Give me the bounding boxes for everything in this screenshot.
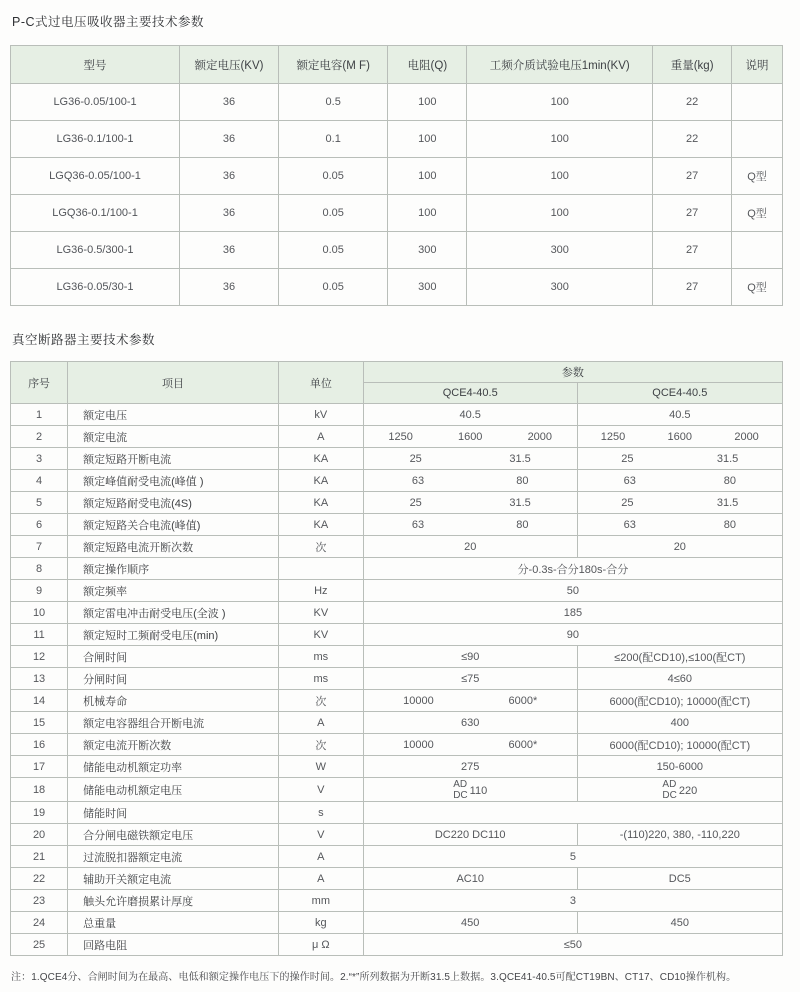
unit-cell: V [278, 778, 363, 802]
row-number-cell: 3 [11, 448, 68, 470]
param-span-cell: 50 [363, 580, 782, 602]
item-cell: 额定短路开断电流 [68, 448, 279, 470]
param-value: 25 [409, 452, 422, 465]
param-value: 63 [411, 474, 425, 487]
unit-cell: 次 [278, 734, 363, 756]
param-span-cell: ≤50 [363, 934, 782, 956]
vacuum-breaker-table [10, 361, 783, 956]
unit-cell: A [278, 712, 363, 734]
remark-cell: Q型 [732, 269, 783, 306]
table2-header-row-1 [11, 362, 783, 383]
item-cell: 额定短时工频耐受电压(min) [68, 624, 279, 646]
ad-dc-stack [662, 780, 676, 801]
table1-row [11, 232, 783, 269]
row-number-cell: 9 [11, 580, 68, 602]
param-span-cell: 90 [363, 624, 782, 646]
row-number-cell: 25 [11, 934, 68, 956]
param-cell: ≤200(配CD10),≤100(配CT) [577, 646, 782, 668]
item-cell: 总重量 [68, 912, 279, 934]
value-cell: 0.05 [278, 195, 388, 232]
table1-title: P-C式过电压吸收器主要技术参数 [12, 15, 205, 29]
param-span-cell: 3 [363, 890, 782, 912]
unit-cell: A [278, 868, 363, 890]
unit-cell: s [278, 802, 363, 824]
param-value: 25 [409, 496, 422, 509]
item-cell: 额定短路耐受电流(4S) [68, 492, 279, 514]
param-value: 25 [621, 452, 634, 465]
table2-row [11, 514, 783, 536]
footnote: 注：1.QCE4分、合闸时间为在最高、电低和额定操作电压下的操作时间。2.“*”所列数据为开断31.5上数据。3.QCE41-40.5可配CT19BN、CT17、CD10操作机构。 [11, 972, 737, 983]
param-cell: AC10 [363, 868, 577, 890]
item-cell: 额定峰值耐受电流(峰值 ) [68, 470, 279, 492]
param-value: 25 [621, 496, 634, 509]
unit-cell: KA [278, 492, 363, 514]
row-number-cell: 4 [11, 470, 68, 492]
table2-row [11, 756, 783, 778]
param-cell [363, 690, 577, 712]
item-cell: 合分闸电磁铁额定电压 [68, 824, 279, 846]
value-cell: 22 [653, 84, 732, 121]
value-cell: 300 [388, 269, 467, 306]
table2-row [11, 668, 783, 690]
value-cell: 300 [467, 269, 653, 306]
table2-row [11, 824, 783, 846]
table1-row [11, 84, 783, 121]
value-cell: 100 [388, 195, 467, 232]
value-cell: 100 [388, 121, 467, 158]
unit-cell: 次 [278, 536, 363, 558]
param-value: 6000* [508, 694, 538, 707]
table2-row [11, 734, 783, 756]
value-cell: 300 [467, 232, 653, 269]
row-number-cell: 11 [11, 624, 68, 646]
row-number-cell: 19 [11, 802, 68, 824]
row-number-cell: 13 [11, 668, 68, 690]
item-cell: 辅助开关额定电流 [68, 868, 279, 890]
param-cell: 6000(配CD10); 10000(配CT) [577, 690, 782, 712]
param-value: 63 [623, 474, 636, 487]
table1-header-row [11, 46, 783, 84]
param-span-cell: 185 [363, 602, 782, 624]
model-cell: LGQ36-0.05/100-1 [11, 158, 180, 195]
table2-col-header-param: 参数 [363, 362, 782, 383]
param-value: 1600 [667, 430, 693, 443]
param-value: 2000 [527, 430, 553, 443]
table1-col-header: 电阻(Q) [388, 46, 467, 84]
param-cell: 40.5 [577, 404, 782, 426]
param-cell: 630 [363, 712, 577, 734]
param-value: 80 [516, 518, 529, 531]
table2-title: 真空断路器主要技术参数 [12, 333, 156, 347]
row-number-cell: 10 [11, 602, 68, 624]
table2-col-header-no: 序号 [11, 362, 68, 404]
table2-row [11, 470, 783, 492]
item-cell: 额定短路关合电流(峰值) [68, 514, 279, 536]
remark-cell [732, 84, 783, 121]
item-cell: 额定短路电流开断次数 [68, 536, 279, 558]
param-value: 1250 [600, 430, 626, 443]
table2-row [11, 602, 783, 624]
table2-row [11, 934, 783, 956]
unit-cell: KA [278, 448, 363, 470]
item-cell: 额定操作顺序 [68, 558, 279, 580]
table2-row [11, 712, 783, 734]
param-cell [577, 426, 782, 448]
param-values [366, 431, 575, 443]
table2-row [11, 448, 783, 470]
table2-row [11, 646, 783, 668]
param-cell: 20 [363, 536, 577, 558]
table2-subcol-header: QCE4-40.5 [363, 383, 577, 404]
row-number-cell: 24 [11, 912, 68, 934]
value-cell: 0.5 [278, 84, 388, 121]
remark-cell: Q型 [732, 195, 783, 232]
param-values [366, 453, 575, 465]
table2-row [11, 558, 783, 580]
ad-dc-line: DC [662, 789, 677, 801]
row-number-cell: 23 [11, 890, 68, 912]
remark-cell [732, 232, 783, 269]
model-cell: LG36-0.5/300-1 [11, 232, 180, 269]
unit-cell: kV [278, 404, 363, 426]
param-cell: ≤90 [363, 646, 577, 668]
param-cell: DC5 [577, 868, 782, 890]
row-number-cell: 15 [11, 712, 68, 734]
param-cell [577, 778, 782, 802]
table2-row [11, 868, 783, 890]
table2-subcol-header: QCE4-40.5 [577, 383, 782, 404]
param-span-cell [363, 802, 782, 824]
table2-row [11, 690, 783, 712]
model-cell: LGQ36-0.1/100-1 [11, 195, 180, 232]
ad-dc-value [662, 780, 697, 801]
param-value: 31.5 [716, 496, 739, 509]
row-number-cell: 12 [11, 646, 68, 668]
table1-row [11, 269, 783, 306]
param-cell: 4≤60 [577, 668, 782, 690]
param-value: 63 [411, 518, 425, 531]
value-cell: 0.05 [278, 269, 388, 306]
param-value: 63 [623, 518, 636, 531]
row-number-cell: 14 [11, 690, 68, 712]
table1-col-header: 说明 [732, 46, 783, 84]
param-value: 2000 [734, 430, 759, 443]
param-value: 31.5 [509, 452, 531, 465]
remark-cell: Q型 [732, 158, 783, 195]
unit-cell: kg [278, 912, 363, 934]
value-cell: 0.05 [278, 158, 388, 195]
param-values [580, 519, 780, 531]
value-cell: 36 [180, 158, 279, 195]
table1-col-header: 额定电压(KV) [180, 46, 279, 84]
pc-absorber-table [10, 45, 783, 306]
param-value: 31.5 [716, 452, 739, 465]
model-cell: LG36-0.05/100-1 [11, 84, 180, 121]
value-cell: 36 [180, 121, 279, 158]
param-values [366, 739, 575, 751]
value-cell: 27 [653, 269, 732, 306]
param-value: 80 [516, 474, 529, 487]
table1-body [11, 84, 783, 306]
row-number-cell: 1 [11, 404, 68, 426]
param-value: 6000* [508, 738, 538, 751]
param-value: 80 [723, 474, 737, 487]
param-values [580, 475, 780, 487]
item-cell: 过流脱扣器额定电流 [68, 846, 279, 868]
param-cell: 450 [577, 912, 782, 934]
row-number-cell: 21 [11, 846, 68, 868]
table1-header [11, 46, 783, 84]
row-number-cell: 5 [11, 492, 68, 514]
table2-row [11, 404, 783, 426]
ad-dc-line: DC [453, 789, 468, 801]
item-cell: 额定电容器组合开断电流 [68, 712, 279, 734]
row-number-cell: 17 [11, 756, 68, 778]
ad-dc-line: AD [662, 779, 677, 790]
param-values [366, 695, 575, 707]
table2-row [11, 426, 783, 448]
table1-col-header: 重量(kg) [653, 46, 732, 84]
table1-col-header: 额定电容(M F) [278, 46, 388, 84]
unit-cell: mm [278, 890, 363, 912]
item-cell: 储能电动机额定电压 [68, 778, 279, 802]
value-cell: 100 [467, 121, 653, 158]
item-cell: 触头允许磨损累计厚度 [68, 890, 279, 912]
value-cell: 27 [653, 232, 732, 269]
param-value: 80 [723, 518, 737, 531]
unit-cell: A [278, 426, 363, 448]
item-cell: 储能电动机额定功率 [68, 756, 279, 778]
unit-cell: KV [278, 624, 363, 646]
param-cell: 6000(配CD10); 10000(配CT) [577, 734, 782, 756]
row-number-cell: 18 [11, 778, 68, 802]
param-cell: 150-6000 [577, 756, 782, 778]
param-values [580, 497, 780, 509]
unit-cell: W [278, 756, 363, 778]
table1-row [11, 195, 783, 232]
unit-cell: ms [278, 668, 363, 690]
value-cell: 100 [467, 195, 653, 232]
item-cell: 额定频率 [68, 580, 279, 602]
unit-cell: ms [278, 646, 363, 668]
unit-cell: A [278, 846, 363, 868]
param-cell [577, 448, 782, 470]
table2-row [11, 536, 783, 558]
param-cell [363, 492, 577, 514]
value-cell: 27 [653, 195, 732, 232]
ad-dc-value [453, 780, 487, 801]
table2-row [11, 624, 783, 646]
item-cell: 额定电流 [68, 426, 279, 448]
value-cell: 27 [653, 158, 732, 195]
item-cell: 机械寿命 [68, 690, 279, 712]
item-cell: 额定雷电冲击耐受电压(全波 ) [68, 602, 279, 624]
unit-cell: V [278, 824, 363, 846]
unit-cell: KA [278, 514, 363, 536]
param-values [366, 475, 575, 487]
param-cell [363, 426, 577, 448]
value-cell: 0.05 [278, 232, 388, 269]
param-values [580, 431, 780, 443]
item-cell: 合闸时间 [68, 646, 279, 668]
param-cell [577, 492, 782, 514]
row-number-cell: 6 [11, 514, 68, 536]
param-values [366, 497, 575, 509]
value-cell: 36 [180, 84, 279, 121]
item-cell: 额定电流开断次数 [68, 734, 279, 756]
item-cell: 储能时间 [68, 802, 279, 824]
value-cell: 36 [180, 195, 279, 232]
table2-row [11, 802, 783, 824]
table1-row [11, 121, 783, 158]
item-cell: 分闸时间 [68, 668, 279, 690]
unit-cell: KV [278, 602, 363, 624]
unit-cell: 次 [278, 690, 363, 712]
param-cell: 275 [363, 756, 577, 778]
unit-cell [278, 558, 363, 580]
ad-dc-number: 220 [678, 784, 698, 797]
param-cell [363, 448, 577, 470]
table2-col-header-item: 项目 [68, 362, 279, 404]
unit-cell: μ Ω [278, 934, 363, 956]
param-cell [363, 778, 577, 802]
param-cell [577, 514, 782, 536]
value-cell: 100 [467, 158, 653, 195]
param-span-cell: 分-0.3s-合分180s-合分 [363, 558, 782, 580]
table2-col-header-unit: 单位 [278, 362, 363, 404]
param-cell: ≤75 [363, 668, 577, 690]
value-cell: 300 [388, 232, 467, 269]
table2-row [11, 492, 783, 514]
value-cell: 36 [180, 232, 279, 269]
table2-row [11, 912, 783, 934]
row-number-cell: 16 [11, 734, 68, 756]
value-cell: 100 [467, 84, 653, 121]
table2-body [11, 404, 783, 956]
param-cell: DC220 DC110 [363, 824, 577, 846]
param-values [580, 453, 780, 465]
param-cell [363, 470, 577, 492]
table2-row [11, 778, 783, 802]
row-number-cell: 20 [11, 824, 68, 846]
table2-row [11, 890, 783, 912]
param-value: 10000 [403, 738, 434, 751]
param-cell [363, 514, 577, 536]
ad-dc-number: 110 [469, 784, 488, 797]
param-value: 1600 [457, 430, 483, 443]
param-cell: 20 [577, 536, 782, 558]
unit-cell: Hz [278, 580, 363, 602]
table1-col-header: 工频介质试验电压1min(KV) [467, 46, 653, 84]
ad-dc-stack [453, 780, 467, 801]
param-cell: 450 [363, 912, 577, 934]
param-cell: -(110)220, 380, -110,220 [577, 824, 782, 846]
value-cell: 36 [180, 269, 279, 306]
model-cell: LG36-0.05/30-1 [11, 269, 180, 306]
remark-cell [732, 121, 783, 158]
param-cell [363, 734, 577, 756]
param-span-cell: 5 [363, 846, 782, 868]
table2-row [11, 846, 783, 868]
row-number-cell: 2 [11, 426, 68, 448]
row-number-cell: 22 [11, 868, 68, 890]
value-cell: 100 [388, 158, 467, 195]
param-cell: 40.5 [363, 404, 577, 426]
value-cell: 0.1 [278, 121, 388, 158]
param-cell [577, 470, 782, 492]
param-value: 10000 [403, 694, 434, 707]
row-number-cell: 8 [11, 558, 68, 580]
table1-row [11, 158, 783, 195]
table2-header [11, 362, 783, 404]
value-cell: 22 [653, 121, 732, 158]
value-cell: 100 [388, 84, 467, 121]
unit-cell: KA [278, 470, 363, 492]
param-value: 1250 [388, 430, 413, 443]
ad-dc-line: AD [453, 779, 468, 790]
param-value: 31.5 [509, 496, 531, 509]
param-values [366, 519, 575, 531]
table1-col-header: 型号 [11, 46, 180, 84]
item-cell: 回路电阻 [68, 934, 279, 956]
table2-row [11, 580, 783, 602]
param-cell: 400 [577, 712, 782, 734]
row-number-cell: 7 [11, 536, 68, 558]
model-cell: LG36-0.1/100-1 [11, 121, 180, 158]
item-cell: 额定电压 [68, 404, 279, 426]
